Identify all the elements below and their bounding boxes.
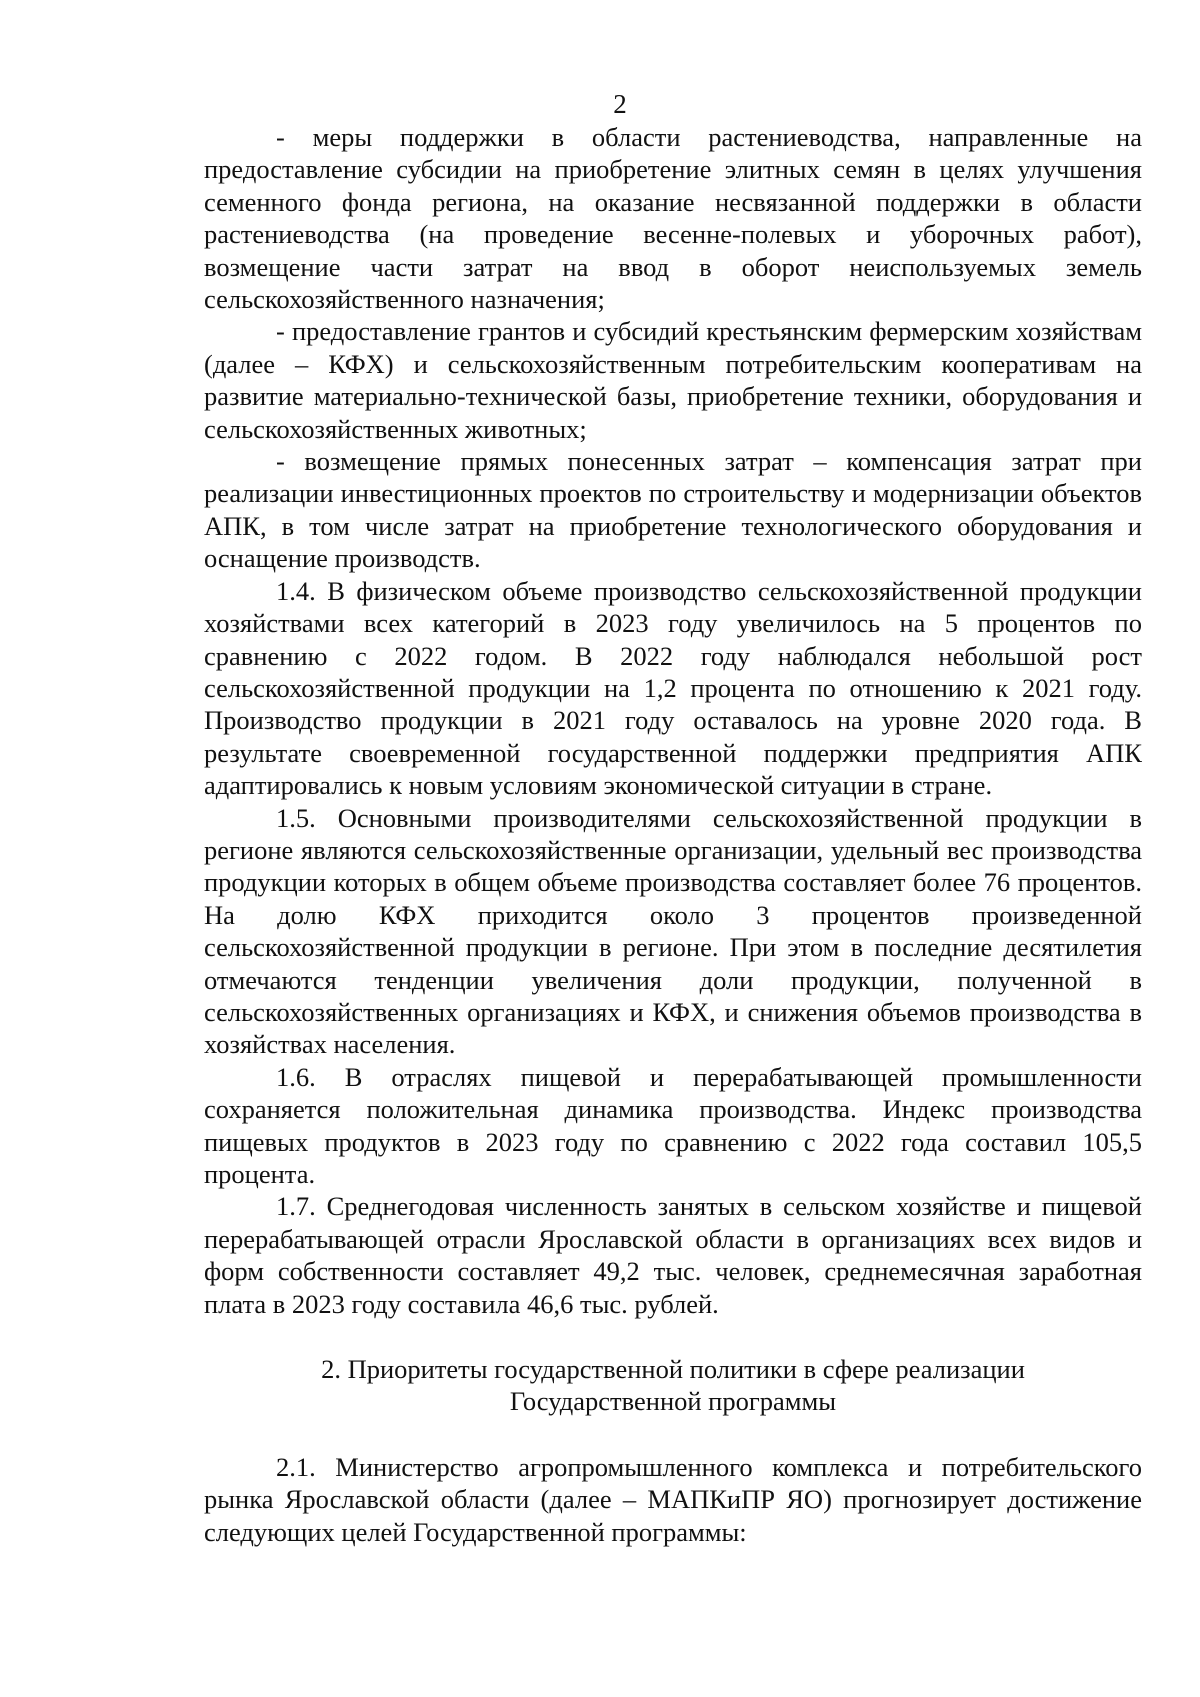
paragraph-1-6: 1.6. В отраслях пищевой и перерабатывающей промышленности сохраняется положительная динамика производства. Индекс производства пищевых продуктов в 2023 году по сравнению с 2022 года составил 105,5 процента. [204, 1061, 1142, 1189]
section-heading [204, 1353, 1142, 1418]
paragraph-2-1: 2.1. Министерство агропромышленного комплекса и потребительского рынка Ярославской области (далее – МАПКиПР ЯО) прогнозирует достижение следующих целей Государственной программы: [204, 1451, 1142, 1547]
paragraph-1-5: 1.5. Основными производителями сельскохозяйственной продукции в регионе являются сельскохозяйственные организации, удельный вес производства продукции которых в общем объеме производства составляет более 76 процентов. На долю КФХ приходится около 3 процентов произведенной сельскохозяйственной продукции в регионе. При этом в последние десятилетия отмечаются тенденции увеличения доли продукции, полученной в сельскохозяйственных организациях и КФХ, и снижения объемов производства в хозяйствах населения. [204, 802, 1142, 1060]
document-body [204, 121, 1142, 1548]
page-number: 2 [613, 89, 627, 119]
paragraph-cost-compensation: - возмещение прямых понесенных затрат – компенсация затрат при реализации инвестиционных проектов по строительству и модернизации объектов АПК, в том числе затрат на приобретение технологического оборудования и оснащение производств. [204, 446, 1142, 574]
paragraph-1-4: 1.4. В физическом объеме производство сельскохозяйственной продукции хозяйствами всех категорий в 2023 году увеличилось на 5 процентов по сравнению с 2022 годом. В 2022 году наблюдался небольшой рост сельскохозяйственной продукции на 1,2 процента по отношению к 2021 году. Производство продукции в 2021 году оставалось на уровне 2020 года. В результате своевременной государственной поддержки предприятия АПК адаптировались к новым условиям экономической ситуации в стране. [204, 575, 1142, 801]
section-heading-line-2: Государственной программы [509, 1386, 837, 1417]
paragraph-grants-subsidies: - предоставление грантов и субсидий крестьянским фермерским хозяйствам (далее – КФХ) и сельскохозяйственным потребительским кооперативам на развитие материально-технической базы, приобретение техники, оборудования и сельскохозяйственных животных; [204, 316, 1142, 444]
section-heading-line-1: 2. Приоритеты государственной политики в сфере реализации [321, 1354, 1025, 1385]
paragraph-1-7: 1.7. Среднегодовая численность занятых в сельском хозяйстве и пищевой перерабатывающей отрасли Ярославской области в организациях всех видов и форм собственности составляет 49,2 тыс. человек, среднемесячная заработная плата в 2023 году составила 46,6 тыс. рублей. [204, 1191, 1142, 1319]
paragraph-plant-growing-support: - меры поддержки в области растениеводства, направленные на предоставление субсидии на приобретение элитных семян в целях улучшения семенного фонда региона, на оказание несвязанной поддержки в области растениеводства (на проведение весенне-полевых и уборочных работ), возмещение части затрат на ввод в оборот неиспользуемых земель сельскохозяйственного назначения; [204, 122, 1142, 315]
